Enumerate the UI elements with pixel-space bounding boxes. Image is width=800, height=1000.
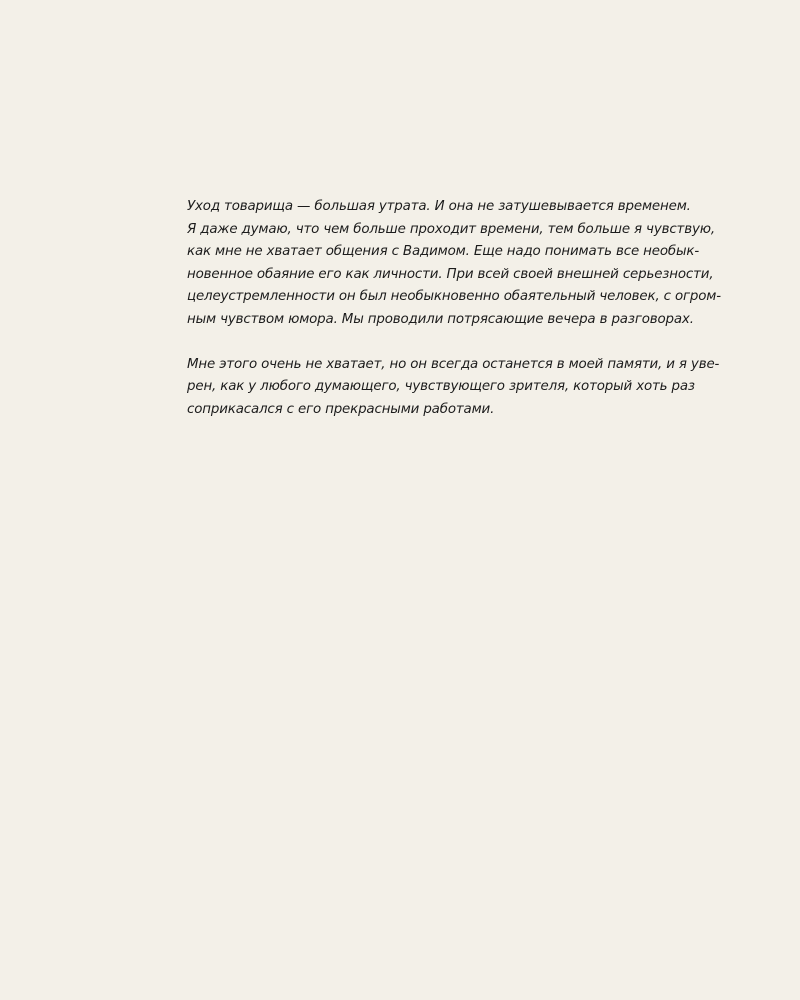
text-line: Уход товарища — большая утрата. И она не затушевывается временем. xyxy=(187,199,691,214)
text-line: соприкасался с его прекрасными работами. xyxy=(187,401,495,417)
memoir-text xyxy=(187,196,721,421)
text-line: рен, как у любого думающего, чувствующего зрителя, который хоть раз xyxy=(187,379,695,395)
text-line: ным чувством юмора. Мы проводили потрясающие вечера в разговорах. xyxy=(187,311,694,327)
text-line: Мне этого очень не хватает, но он всегда останется в моей памяти, и я уве- xyxy=(187,356,720,372)
text-line: Я даже думаю, что чем больше проходит времени, тем больше я чувствую, xyxy=(187,221,715,237)
paragraph-1 xyxy=(187,196,721,332)
text-line: как мне не хватает общения с Вадимом. Еще надо понимать все необык- xyxy=(187,244,700,260)
text-line: новенное обаяние его как личности. При всей своей внешней серьезности, xyxy=(187,266,714,282)
text-line: целеустремленности он был необыкновенно обаятельный человек, с огром- xyxy=(187,289,721,305)
paragraph-2 xyxy=(187,354,720,422)
